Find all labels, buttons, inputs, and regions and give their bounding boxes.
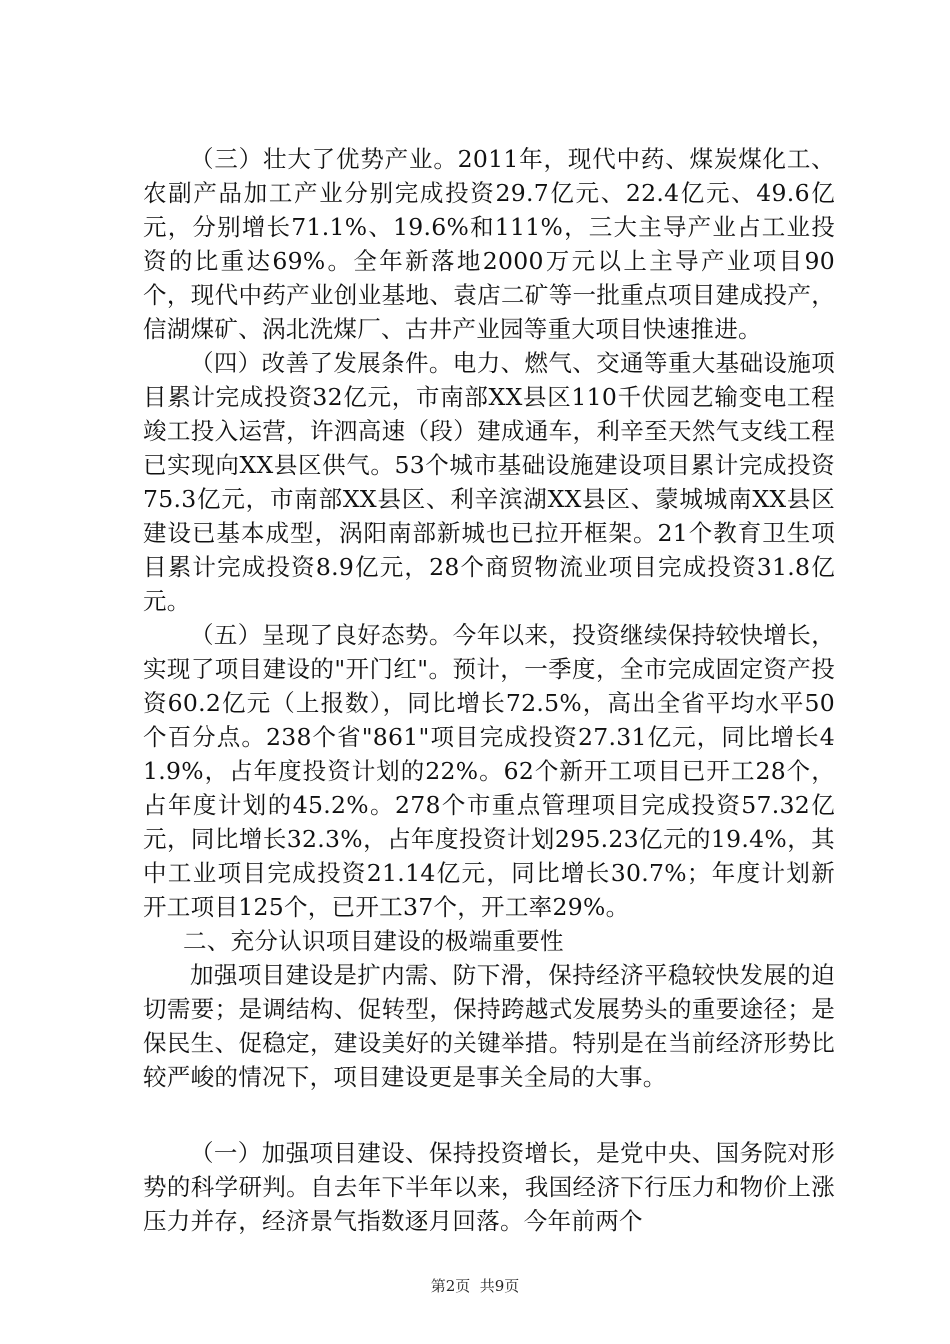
document-body xyxy=(143,142,835,1238)
paragraph-strengthen-industries: （三）壮大了优势产业。2011年，现代中药、煤炭煤化工、农副产品加工产业分别完成投资29.7亿元、22.4亿元、49.6亿元，分别增长71.1%、19.6%和111%，三大主导产业占工业投资的比重达69%。全年新落地2000万元以上主导产业项目90个，现代中药产业创业基地、袁店二矿等一批重点项目建成投产，信湖煤矿、涡北洗煤厂、古井产业园等重大项目快速推进。 xyxy=(143,145,835,343)
page-number-footer: 第2页 共9页 xyxy=(430,1277,520,1295)
paragraph-central-judgment: （一）加强项目建设、保持投资增长，是党中央、国务院对形势的科学研判。自去年下半年以来，我国经济下行压力和物价上涨压力并存，经济景气指数逐月回落。今年前两个 xyxy=(143,1139,835,1235)
paragraph-good-momentum: （五）呈现了良好态势。今年以来，投资继续保持较快增长，实现了项目建设的"开门红"。预计，一季度，全市完成固定资产投资60.2亿元（上报数），同比增长72.5%，高出全省平均水平50个百分点。238个省"861"项目完成投资27.31亿元，同比增长41.9%，占年度投资计划的22%。62个新开工项目已开工28个，占年度计划的45.2%。278个市重点管理项目完成投资57.32亿元，同比增长32.3%，占年度投资计划295.23亿元的19.4%，其中工业项目完成投资21.14亿元，同比增长30.7%；年度计划新开工项目125个，已开工37个，开工率29%。 xyxy=(143,621,835,921)
section-heading: 二、充分认识项目建设的极端重要性 xyxy=(183,927,564,955)
paragraph-improve-conditions: （四）改善了发展条件。电力、燃气、交通等重大基础设施项目累计完成投资32亿元，市南部XX县区110千伏园艺输变电工程竣工投入运营，许泗高速（段）建成通车，利辛至天然气支线工程已实现向XX县区供气。53个城市基础设施建设项目累计完成投资75.3亿元，市南部XX县区、利辛滨湖XX县区、蒙城城南XX县区建设已基本成型，涡阳南部新城也已拉开框架。21个教育卫生项目累计完成投资8.9亿元，28个商贸物流业项目完成投资31.8亿元。 xyxy=(143,349,835,615)
paragraph-importance: 加强项目建设是扩内需、防下滑，保持经济平稳较快发展的迫切需要；是调结构、促转型，保持跨越式发展势头的重要途径；是保民生、促稳定，建设美好的关键举措。特别是在当前经济形势比较严峻的情况下，项目建设更是事关全局的大事。 xyxy=(143,961,835,1091)
